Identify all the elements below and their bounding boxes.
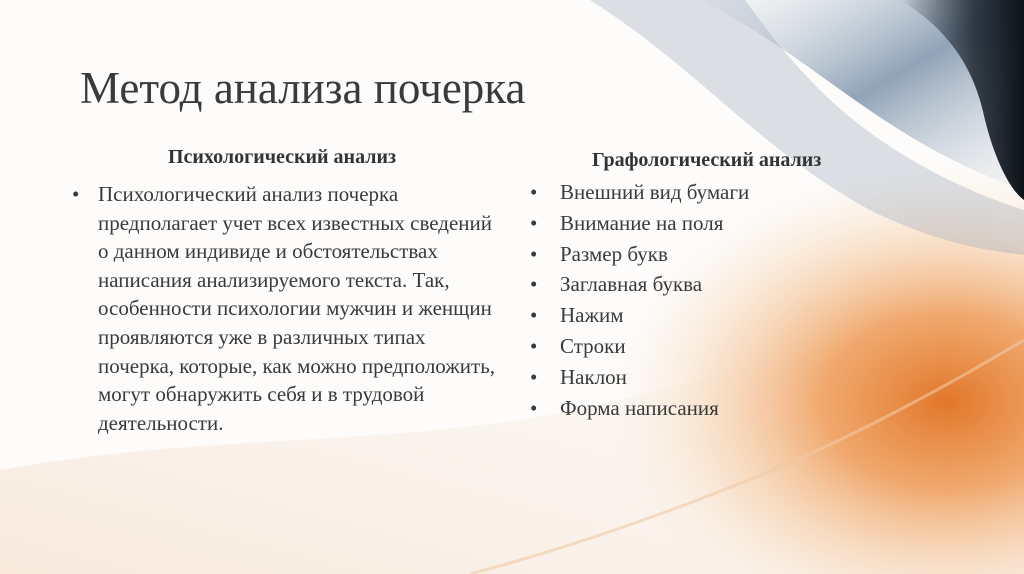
list-item — [530, 239, 749, 270]
list-item-label: Строки — [560, 333, 626, 358]
bullet-marker: • — [530, 395, 538, 420]
list-item-label: Внимание на поля — [560, 210, 724, 235]
psychological-analysis-heading: Психологический анализ — [167, 146, 397, 168]
graphological-analysis-list — [530, 177, 749, 423]
psychological-analysis-body — [72, 180, 512, 437]
list-item-label: Внешний вид бумаги — [560, 180, 750, 204]
bullet-marker: • — [530, 210, 538, 235]
bullet-marker: • — [530, 333, 538, 358]
page-title: Метод анализа почерка — [80, 63, 526, 113]
list-item — [530, 300, 749, 331]
bullet-marker: • — [72, 182, 80, 206]
list-item-label: Заглавная буква — [560, 272, 703, 297]
bullet-marker: • — [530, 180, 538, 204]
bullet-marker: • — [530, 241, 538, 266]
bullet-marker: • — [530, 303, 538, 328]
list-item-label: Форма написания — [560, 395, 719, 420]
list-item-label: Размер букв — [560, 241, 668, 266]
list-item — [530, 269, 749, 300]
list-item — [530, 331, 749, 362]
list-item — [530, 362, 749, 393]
list-item — [530, 393, 749, 424]
list-item-label: Наклон — [560, 364, 627, 389]
list-item-label: Нажим — [560, 303, 624, 328]
list-item — [530, 208, 749, 239]
graphological-analysis-heading: Графологический анализ — [592, 149, 822, 171]
list-item — [530, 177, 749, 208]
psychological-analysis-paragraph: Психологический анализ почерка предполагает учет всех известных сведений о данном индивиде и обстоятельствах написания анализируемого текста. Так, особенности психологии мужчин и женщин проявляются уже в различных типах почерка, которые, как можно предположить, могут обнаружить себя и в трудовой деятельности. — [98, 182, 496, 435]
bullet-marker: • — [530, 272, 538, 297]
bullet-marker: • — [530, 364, 538, 389]
